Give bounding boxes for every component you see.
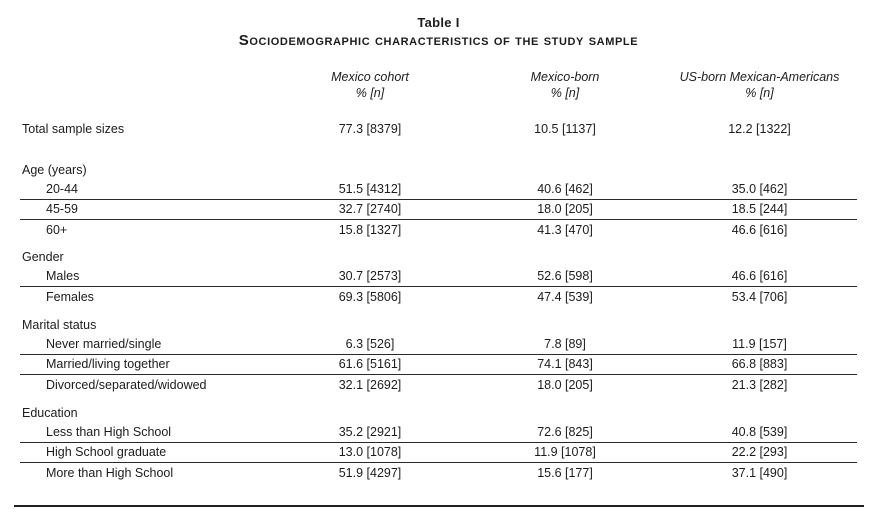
row-label: 60+ (46, 223, 68, 237)
row-value: 46.6 [616] (731, 223, 788, 237)
row-label: Education (22, 406, 78, 420)
table-row (20, 463, 857, 483)
column-subtitle: % [n] (745, 86, 774, 100)
row-label: More than High School (46, 466, 174, 480)
row-label: Less than High School (46, 425, 172, 439)
column-title: US-born Mexican-Americans (679, 70, 840, 84)
row-value: 69.3 [5806] (338, 290, 402, 304)
row-value: 32.7 [2740] (338, 202, 402, 216)
header-cell-mexico-cohort (272, 69, 468, 101)
table-number: Table I (417, 15, 460, 30)
table-row (20, 335, 857, 355)
row-value: 6.3 [526] (345, 337, 395, 351)
section-header-row (20, 403, 857, 423)
table-row (20, 180, 857, 200)
row-value: 30.7 [2573] (338, 269, 402, 283)
table-row (20, 375, 857, 395)
table-body (20, 119, 857, 483)
row-label: Marital status (22, 318, 97, 332)
table-row (20, 355, 857, 375)
row-value: 7.8 [89] (544, 337, 586, 351)
row-label: Age (years) (22, 163, 87, 177)
row-value: 52.6 [598] (537, 269, 593, 283)
spacer-row (20, 307, 857, 315)
row-value: 35.2 [2921] (338, 425, 402, 439)
column-title: Mexico cohort (331, 70, 409, 84)
row-label: Females (46, 290, 94, 304)
sociodemographic-table (20, 69, 857, 483)
row-value: 77.3 [8379] (338, 122, 402, 136)
row-value: 15.6 [177] (537, 466, 593, 480)
row-value: 37.1 [490] (731, 466, 788, 480)
table-row (20, 423, 857, 443)
table-subtitle: Sociodemographic characteristics of the study sample (238, 32, 639, 49)
column-subtitle: % [n] (550, 86, 580, 100)
row-value: 10.5 [1137] (534, 122, 596, 136)
row-value: 41.3 [470] (537, 223, 593, 237)
title-block (0, 0, 877, 51)
row-label: 45-59 (46, 202, 78, 216)
row-label: Divorced/separated/widowed (46, 378, 207, 392)
table-row (20, 267, 857, 287)
row-label: Married/living together (46, 357, 170, 371)
table-row (20, 220, 857, 240)
row-value: 74.1 [843] (537, 357, 593, 371)
row-value: 35.0 [462] (731, 182, 788, 196)
row-value: 22.2 [293] (731, 445, 788, 459)
row-label: 20-44 (46, 182, 78, 196)
header-cell-us-born (662, 69, 857, 101)
row-value: 46.6 [616] (731, 269, 788, 283)
header-cell-mexico-born (468, 69, 662, 101)
row-value: 15.8 [1327] (338, 223, 402, 237)
spacer-row (20, 139, 857, 160)
row-value: 21.3 [282] (731, 378, 788, 392)
row-label: Total sample sizes (22, 122, 125, 136)
row-value: 72.6 [825] (537, 425, 593, 439)
row-value: 18.0 [205] (537, 202, 593, 216)
section-header-row (20, 160, 857, 180)
row-label: Gender (22, 250, 64, 264)
column-subtitle: % [n] (355, 86, 385, 100)
row-value: 12.2 [1322] (728, 122, 791, 136)
row-value: 51.9 [4297] (338, 466, 402, 480)
row-value: 13.0 [1078] (338, 445, 402, 459)
row-value: 40.6 [462] (537, 182, 593, 196)
row-value: 18.0 [205] (537, 378, 593, 392)
row-value: 53.4 [706] (731, 290, 788, 304)
spacer-row (20, 395, 857, 403)
row-value: 32.1 [2692] (338, 378, 402, 392)
table-row (20, 119, 857, 139)
row-value: 11.9 [157] (732, 337, 787, 351)
row-label: Males (46, 269, 80, 283)
table-row (20, 287, 857, 307)
row-value: 47.4 [539] (537, 290, 593, 304)
table-row (20, 200, 857, 220)
table-header-row (20, 69, 857, 101)
row-value: 18.5 [244] (731, 202, 788, 216)
column-title: Mexico-born (530, 70, 600, 84)
section-header-row (20, 315, 857, 335)
row-label: Never married/single (46, 337, 162, 351)
table-row (20, 443, 857, 463)
row-value: 11.9 [1078] (534, 445, 596, 459)
row-value: 51.5 [4312] (338, 182, 402, 196)
row-value: 61.6 [5161] (338, 357, 402, 371)
spacer-row (20, 240, 857, 247)
row-value: 66.8 [883] (731, 357, 788, 371)
table-bottom-rule (14, 505, 864, 507)
row-label: High School graduate (46, 445, 167, 459)
row-value: 40.8 [539] (731, 425, 788, 439)
section-header-row (20, 247, 857, 267)
